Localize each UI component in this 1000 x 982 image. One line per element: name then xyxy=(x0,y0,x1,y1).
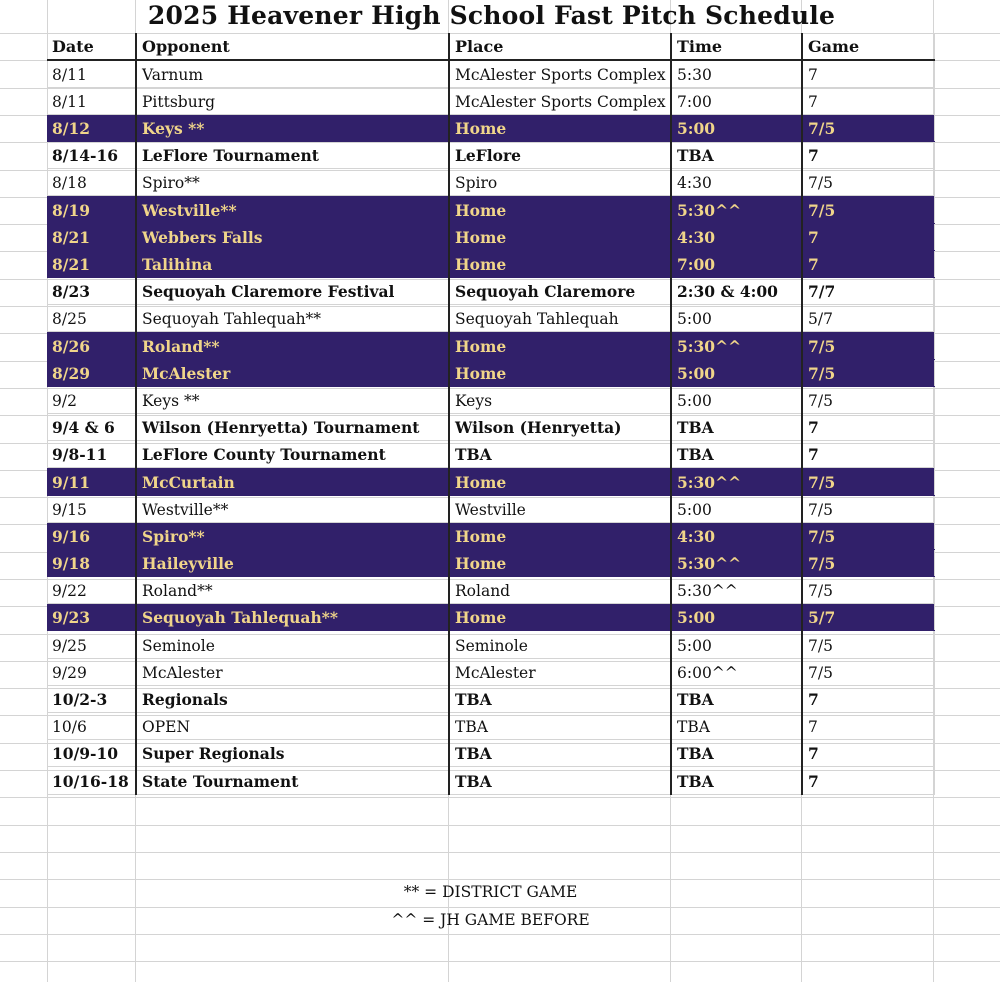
cell-opponent: Spiro** xyxy=(136,169,449,196)
cell-place: TBA xyxy=(449,441,671,468)
cell-date: 9/18 xyxy=(47,549,136,576)
cell-game: 7/5 xyxy=(802,631,934,658)
cell-game: 7 xyxy=(802,250,934,277)
page-title: 2025 Heavener High School Fast Pitch Schedule xyxy=(147,1,836,30)
table-row xyxy=(47,196,934,223)
cell-game: 7/5 xyxy=(802,196,934,223)
cell-game: 7 xyxy=(802,60,934,87)
table-row xyxy=(47,740,934,767)
table-row xyxy=(47,359,934,386)
cell-place: Home xyxy=(449,468,671,495)
cell-game: 7 xyxy=(802,142,934,169)
header-row xyxy=(47,33,934,60)
cell-game: 7 xyxy=(802,223,934,250)
cell-opponent: Keys ** xyxy=(136,386,449,413)
cell-opponent: Westville** xyxy=(136,196,449,223)
cell-date: 9/15 xyxy=(47,495,136,522)
cell-date: 10/2-3 xyxy=(47,685,136,712)
cell-time: 5:30^^ xyxy=(671,196,802,223)
cell-opponent: Webbers Falls xyxy=(136,223,449,250)
cell-time: 5:30^^ xyxy=(671,577,802,604)
cell-date: 9/29 xyxy=(47,658,136,685)
cell-opponent: Haileyville xyxy=(136,549,449,576)
cell-time: 6:00^^ xyxy=(671,658,802,685)
schedule-body xyxy=(47,60,934,794)
cell-game: 7/5 xyxy=(802,359,934,386)
cell-date: 9/4 & 6 xyxy=(47,413,136,440)
cell-time: TBA xyxy=(671,685,802,712)
cell-game: 7/5 xyxy=(802,114,934,141)
cell-opponent: Sequoyah Claremore Festival xyxy=(136,278,449,305)
cell-game: 7 xyxy=(802,413,934,440)
column-header-place: Place xyxy=(449,33,671,60)
cell-date: 8/23 xyxy=(47,278,136,305)
table-row xyxy=(47,278,934,305)
cell-game: 7 xyxy=(802,713,934,740)
cell-game: 7 xyxy=(802,87,934,114)
cell-opponent: Sequoyah Tahlequah** xyxy=(136,305,449,332)
cell-time: 5:00 xyxy=(671,386,802,413)
cell-place: Seminole xyxy=(449,631,671,658)
table-row xyxy=(47,658,934,685)
cell-time: 5:30^^ xyxy=(671,549,802,576)
column-header-opponent: Opponent xyxy=(136,33,449,60)
cell-place: McAlester Sports Complex xyxy=(449,87,671,114)
table-row xyxy=(47,169,934,196)
cell-opponent: Talihina xyxy=(136,250,449,277)
cell-opponent: Varnum xyxy=(136,60,449,87)
cell-place: Home xyxy=(449,114,671,141)
cell-date: 8/18 xyxy=(47,169,136,196)
cell-date: 8/11 xyxy=(47,87,136,114)
column-header-game: Game xyxy=(802,33,934,60)
cell-place: Roland xyxy=(449,577,671,604)
cell-time: 5:00 xyxy=(671,495,802,522)
cell-place: Home xyxy=(449,522,671,549)
cell-time: 5:30^^ xyxy=(671,332,802,359)
cell-date: 8/19 xyxy=(47,196,136,223)
cell-opponent: Westville** xyxy=(136,495,449,522)
gridline-horizontal xyxy=(0,825,1000,826)
cell-opponent: Sequoyah Tahlequah** xyxy=(136,604,449,631)
cell-place: TBA xyxy=(449,767,671,794)
cell-place: TBA xyxy=(449,713,671,740)
legend-jh-game: ^^ = JH GAME BEFORE xyxy=(391,911,590,929)
cell-opponent: McAlester xyxy=(136,359,449,386)
cell-time: 5:00 xyxy=(671,359,802,386)
table-row xyxy=(47,685,934,712)
cell-time: 5:30^^ xyxy=(671,468,802,495)
table-row xyxy=(47,114,934,141)
cell-time: TBA xyxy=(671,441,802,468)
cell-date: 10/16-18 xyxy=(47,767,136,794)
cell-game: 7 xyxy=(802,740,934,767)
cell-time: TBA xyxy=(671,767,802,794)
cell-date: 9/11 xyxy=(47,468,136,495)
cell-game: 7/5 xyxy=(802,577,934,604)
cell-date: 8/14-16 xyxy=(47,142,136,169)
cell-game: 7/5 xyxy=(802,658,934,685)
cell-game: 7/7 xyxy=(802,278,934,305)
table-row xyxy=(47,604,934,631)
cell-opponent: Regionals xyxy=(136,685,449,712)
gridline-horizontal xyxy=(0,797,1000,798)
table-row xyxy=(47,223,934,250)
schedule-table xyxy=(47,33,935,795)
cell-time: 4:30 xyxy=(671,223,802,250)
table-row xyxy=(47,577,934,604)
table-row xyxy=(47,142,934,169)
cell-date: 9/8-11 xyxy=(47,441,136,468)
cell-place: McAlester Sports Complex xyxy=(449,60,671,87)
column-header-date: Date xyxy=(47,33,136,60)
gridline-horizontal xyxy=(0,934,1000,935)
cell-game: 7/5 xyxy=(802,332,934,359)
cell-game: 7/5 xyxy=(802,495,934,522)
table-row xyxy=(47,413,934,440)
cell-game: 7/5 xyxy=(802,169,934,196)
cell-game: 5/7 xyxy=(802,305,934,332)
cell-date: 8/25 xyxy=(47,305,136,332)
cell-time: 5:00 xyxy=(671,114,802,141)
cell-game: 7/5 xyxy=(802,549,934,576)
cell-place: Home xyxy=(449,604,671,631)
cell-opponent: Super Regionals xyxy=(136,740,449,767)
cell-opponent: LeFlore County Tournament xyxy=(136,441,449,468)
cell-game: 7/5 xyxy=(802,468,934,495)
cell-opponent: Roland** xyxy=(136,577,449,604)
cell-date: 8/26 xyxy=(47,332,136,359)
cell-time: 4:30 xyxy=(671,169,802,196)
cell-opponent: State Tournament xyxy=(136,767,449,794)
table-row xyxy=(47,767,934,794)
cell-opponent: OPEN xyxy=(136,713,449,740)
cell-time: 2:30 & 4:00 xyxy=(671,278,802,305)
table-row xyxy=(47,522,934,549)
gridline-horizontal xyxy=(0,879,1000,880)
cell-date: 9/25 xyxy=(47,631,136,658)
cell-game: 7/5 xyxy=(802,522,934,549)
cell-time: 5:00 xyxy=(671,604,802,631)
cell-date: 8/11 xyxy=(47,60,136,87)
column-header-time: Time xyxy=(671,33,802,60)
table-row xyxy=(47,386,934,413)
cell-place: Home xyxy=(449,196,671,223)
cell-opponent: McAlester xyxy=(136,658,449,685)
table-row xyxy=(47,468,934,495)
cell-place: LeFlore xyxy=(449,142,671,169)
cell-place: Home xyxy=(449,250,671,277)
cell-game: 7/5 xyxy=(802,386,934,413)
cell-opponent: LeFlore Tournament xyxy=(136,142,449,169)
cell-game: 5/7 xyxy=(802,604,934,631)
cell-date: 9/23 xyxy=(47,604,136,631)
cell-time: TBA xyxy=(671,142,802,169)
table-row xyxy=(47,305,934,332)
cell-place: Sequoyah Tahlequah xyxy=(449,305,671,332)
table-row xyxy=(47,441,934,468)
table-row xyxy=(47,495,934,522)
cell-place: Keys xyxy=(449,386,671,413)
table-row xyxy=(47,60,934,87)
cell-date: 10/9-10 xyxy=(47,740,136,767)
cell-date: 8/21 xyxy=(47,223,136,250)
cell-time: 7:00 xyxy=(671,250,802,277)
cell-place: Wilson (Henryetta) xyxy=(449,413,671,440)
table-row xyxy=(47,549,934,576)
table-row xyxy=(47,250,934,277)
cell-game: 7 xyxy=(802,685,934,712)
gridline-horizontal xyxy=(0,907,1000,908)
cell-date: 8/21 xyxy=(47,250,136,277)
cell-opponent: Roland** xyxy=(136,332,449,359)
cell-opponent: Spiro** xyxy=(136,522,449,549)
cell-game: 7 xyxy=(802,767,934,794)
table-row xyxy=(47,631,934,658)
cell-place: Sequoyah Claremore xyxy=(449,278,671,305)
cell-place: Spiro xyxy=(449,169,671,196)
cell-time: TBA xyxy=(671,713,802,740)
table-row xyxy=(47,332,934,359)
cell-date: 9/16 xyxy=(47,522,136,549)
table-row xyxy=(47,87,934,114)
cell-place: Home xyxy=(449,223,671,250)
legend-district: ** = DISTRICT GAME xyxy=(403,883,578,901)
cell-date: 8/29 xyxy=(47,359,136,386)
cell-time: 5:30 xyxy=(671,60,802,87)
cell-time: 4:30 xyxy=(671,522,802,549)
cell-time: 5:00 xyxy=(671,305,802,332)
cell-time: 7:00 xyxy=(671,87,802,114)
gridline-horizontal xyxy=(0,852,1000,853)
cell-date: 8/12 xyxy=(47,114,136,141)
cell-date: 9/2 xyxy=(47,386,136,413)
cell-place: Westville xyxy=(449,495,671,522)
cell-opponent: Wilson (Henryetta) Tournament xyxy=(136,413,449,440)
cell-time: TBA xyxy=(671,413,802,440)
cell-opponent: McCurtain xyxy=(136,468,449,495)
cell-time: TBA xyxy=(671,740,802,767)
cell-time: 5:00 xyxy=(671,631,802,658)
cell-opponent: Pittsburg xyxy=(136,87,449,114)
table-row xyxy=(47,713,934,740)
cell-date: 9/22 xyxy=(47,577,136,604)
cell-place: McAlester xyxy=(449,658,671,685)
cell-place: Home xyxy=(449,549,671,576)
cell-date: 10/6 xyxy=(47,713,136,740)
cell-opponent: Seminole xyxy=(136,631,449,658)
cell-place: Home xyxy=(449,359,671,386)
cell-opponent: Keys ** xyxy=(136,114,449,141)
cell-place: TBA xyxy=(449,685,671,712)
cell-place: Home xyxy=(449,332,671,359)
gridline-horizontal xyxy=(0,961,1000,962)
cell-game: 7 xyxy=(802,441,934,468)
cell-place: TBA xyxy=(449,740,671,767)
